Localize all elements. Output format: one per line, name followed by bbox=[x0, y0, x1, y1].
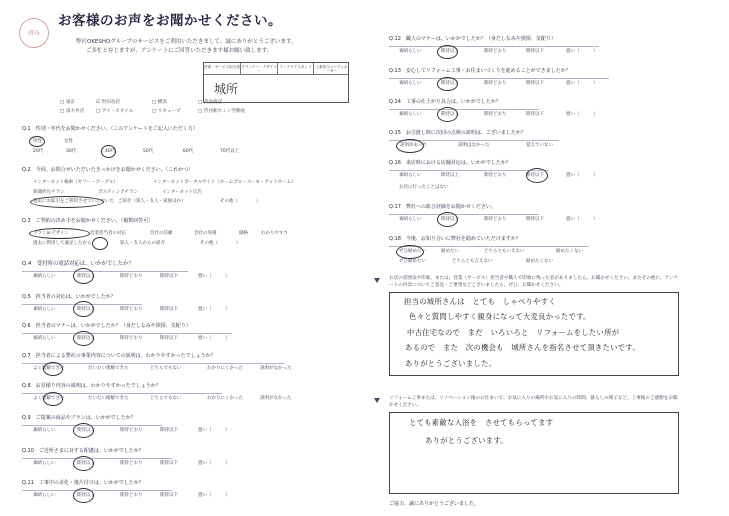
q2-option[interactable]: 過去にお取引をご利用させていただいた bbox=[33, 199, 114, 204]
q3-option[interactable]: 過去に利用して満足したから bbox=[33, 241, 92, 246]
q3-option[interactable]: プランorデザイン bbox=[33, 231, 69, 236]
q12-option[interactable]: 期待以下 bbox=[526, 49, 544, 54]
q7-option[interactable]: わかりにくかった bbox=[207, 366, 243, 371]
comment2-line: とても素敵な入浴を させてもらってます bbox=[409, 418, 554, 427]
staff-handwritten-name: 城所 bbox=[214, 82, 239, 96]
q14-option[interactable]: 期待以上 bbox=[441, 112, 459, 117]
answer-circle bbox=[73, 456, 94, 471]
q11-option[interactable]: 素晴らしい bbox=[33, 493, 56, 498]
q11-title: Q.11 工事中の美化・後片付けは、いかがでしたか？ bbox=[22, 480, 144, 486]
intro-line-2: ご多忙と存じますが、アンケートにご回答いただきます様お願い致します。 bbox=[86, 48, 273, 54]
q5-option[interactable]: 素晴らしい bbox=[33, 307, 56, 312]
shop-option[interactable]: □ 東京 bbox=[60, 100, 76, 105]
q6-option[interactable]: 悪い（ ） bbox=[198, 336, 230, 341]
q15-option[interactable]: 説明があった bbox=[400, 143, 427, 148]
answer-circle bbox=[73, 331, 94, 346]
staff-header-interior: インテリアスタッフ bbox=[278, 63, 314, 75]
divider bbox=[22, 458, 172, 459]
q13-option[interactable]: 素晴らしい bbox=[399, 81, 422, 86]
q11-option[interactable]: 期待どおり bbox=[120, 493, 143, 498]
q8-option[interactable]: だいたい理解できた bbox=[88, 396, 129, 401]
page-title: お客様のお声をお聞かせください。 bbox=[58, 13, 282, 29]
answer-circle bbox=[73, 488, 94, 503]
shop-option[interactable]: □ 横浜 bbox=[152, 100, 168, 105]
answer-circle bbox=[73, 423, 94, 438]
q3-option[interactable]: 会社の信頼 bbox=[150, 231, 173, 236]
divider bbox=[389, 109, 539, 110]
staff-header-sales: 営業・サービス担当者 bbox=[204, 63, 241, 75]
answer-circle bbox=[29, 136, 45, 147]
q2-option[interactable]: インターネット検索（ヤフー・グーグル） bbox=[33, 180, 118, 185]
q8-option[interactable]: 説明がなかった bbox=[260, 396, 292, 401]
comment1-line: ありがとうございました。 bbox=[405, 359, 497, 368]
q3-option[interactable]: 知人・友人からの紹介 bbox=[120, 241, 165, 246]
shop-option[interactable]: ☑ 世田谷店 bbox=[96, 100, 120, 105]
q9-option[interactable]: 期待以下 bbox=[160, 428, 178, 433]
q1-option[interactable]: 女性 bbox=[64, 139, 73, 144]
q3-option[interactable]: 価格 bbox=[239, 231, 248, 236]
q18-option[interactable]: 勧めたい bbox=[441, 249, 459, 254]
answer-circle bbox=[101, 145, 116, 158]
q15-title: Q.15 お引渡し時に次回の点検の説明は、ございましたか？ bbox=[389, 130, 526, 136]
answer-circle bbox=[437, 212, 458, 227]
shop-option[interactable]: □ 渋谷西店 bbox=[198, 100, 223, 105]
answer-circle bbox=[73, 301, 94, 317]
q18-option[interactable]: どちらともいえない bbox=[484, 249, 525, 254]
answer-circle bbox=[29, 228, 90, 239]
q7-option[interactable]: よく理解できた bbox=[33, 366, 65, 371]
q9-option[interactable]: 素晴らしい bbox=[33, 428, 56, 433]
q7-option[interactable]: だいたい理解できた bbox=[88, 366, 129, 371]
q8-option[interactable]: よく理解できた bbox=[33, 396, 65, 401]
divider bbox=[22, 490, 172, 491]
pointer-triangle bbox=[374, 278, 380, 283]
q8-title: Q.8 お見積り内容の説明は、わかりやすかったでしょうか？ bbox=[22, 383, 161, 389]
q12-option[interactable]: 素晴らしい bbox=[399, 49, 422, 54]
q1-option[interactable]: 30代 bbox=[66, 149, 77, 154]
comment2-line: ありがとうございます。 bbox=[425, 436, 508, 445]
q12-title: Q.12 職人のマナーは、いかがでしたか？（身だしなみや挨拶、気配り） bbox=[389, 36, 556, 42]
q1-option[interactable]: 60代 bbox=[183, 149, 194, 154]
q9-option[interactable]: 期待以上 bbox=[77, 428, 95, 433]
q11-option[interactable]: 期待以上 bbox=[77, 493, 95, 498]
q17-option[interactable]: 期待どおり bbox=[484, 217, 507, 222]
q4-option[interactable]: 期待以上 bbox=[77, 274, 95, 279]
q14-option[interactable]: 期待どおり bbox=[484, 112, 507, 117]
q1-option[interactable]: 男性 bbox=[33, 139, 42, 144]
comment1-line: 担当の城所さんは とても しゃべりやすく bbox=[404, 297, 556, 306]
divider bbox=[389, 78, 609, 79]
q7-option[interactable]: 説明がなかった bbox=[260, 366, 292, 371]
q1-option[interactable]: 20代 bbox=[33, 149, 44, 154]
answer-circle bbox=[73, 268, 94, 284]
q6-option[interactable]: 素晴らしい bbox=[33, 336, 56, 341]
q4-option[interactable]: 期待どおり bbox=[120, 274, 143, 279]
shop-option[interactable]: □ リキュープ bbox=[152, 109, 181, 114]
q6-option[interactable]: 期待どおり bbox=[120, 336, 143, 341]
comment1-line: あるので また 次の機会も 城所さんを指名させて頂きたいです。 bbox=[405, 343, 640, 352]
q3-option[interactable]: 営業担当者の対応 bbox=[90, 231, 126, 236]
answer-circle bbox=[437, 45, 458, 59]
q14-option[interactable]: 期待以下 bbox=[526, 112, 544, 117]
q13-option[interactable]: 期待以下 bbox=[526, 81, 544, 86]
q17-option[interactable]: 期待以上 bbox=[441, 217, 459, 222]
q18-option[interactable]: ぜひ勧めたい bbox=[399, 249, 426, 254]
answer-circle bbox=[30, 196, 104, 208]
divider bbox=[389, 214, 539, 215]
divider bbox=[22, 333, 232, 334]
answer-circle bbox=[396, 139, 424, 153]
q9-option[interactable]: 悪い（ ） bbox=[198, 428, 230, 433]
q4-option[interactable]: 期待以下 bbox=[160, 274, 178, 279]
q5-option[interactable]: 悪い（ ） bbox=[198, 307, 230, 312]
q16-option[interactable]: お店に行ったことはない bbox=[399, 185, 449, 190]
q16-option[interactable]: 期待どおり bbox=[484, 173, 507, 178]
q18-title: Q.18 今後、お知り合いに弊社を勧めていただけますか？ bbox=[389, 236, 521, 242]
q3-title: Q.3 ご契約の決め手をお聞かせください。（複数回答可） bbox=[22, 218, 154, 224]
q10-option[interactable]: 期待どおり bbox=[120, 461, 143, 466]
q17-title: Q.17 弊社への総合評価をお聞かせください。 bbox=[389, 204, 496, 210]
q11-option[interactable]: 期待以下 bbox=[160, 493, 178, 498]
answer-circle bbox=[437, 77, 458, 91]
comment1-line: 中古住宅なので まだ いろいろと リフォームをしたい所が bbox=[407, 328, 620, 337]
footer-thanks: ご協力、誠にありがとうございました。 bbox=[389, 501, 480, 507]
q18-option[interactable]: どちらとも言えない bbox=[452, 259, 493, 264]
q5-option[interactable]: 期待以上 bbox=[77, 307, 95, 312]
divider bbox=[389, 46, 599, 47]
q12-option[interactable]: 期待どおり bbox=[484, 49, 507, 54]
answer-circle bbox=[526, 168, 548, 183]
q5-option[interactable]: 期待以下 bbox=[160, 307, 178, 312]
q2-option[interactable]: インターネットポータルサイト（ホームプロ・スーモ・アットホーム） bbox=[153, 180, 296, 185]
divider bbox=[22, 271, 188, 272]
q17-option[interactable]: 期待以下 bbox=[526, 217, 544, 222]
answer-circle bbox=[43, 392, 63, 406]
q11-option[interactable]: 悪い（ ） bbox=[198, 493, 230, 498]
q3-option[interactable]: わかりやすさ bbox=[261, 231, 288, 236]
q5-option[interactable]: 期待どおり bbox=[120, 307, 143, 312]
q1-title: Q.1 性別・年代をお聞かせください。（このアンケートをご記入いただく方） bbox=[22, 126, 198, 132]
q10-option[interactable]: 悪い（ ） bbox=[198, 461, 230, 466]
comment1-header: お店の雰囲気や印象、または、営業（サービス）担当者や職人で印象に残った者がありましたら、お聞かせください。またその他に、アンケートの内容についてご意見・ご要望などございましたら、ぜひ、お聞かせください。 bbox=[389, 276, 679, 288]
q13-title: Q.13 安心してリフォーム工事・お住まいづくりを進めることができましたか？ bbox=[389, 68, 571, 74]
staff-table bbox=[203, 62, 349, 103]
shop-option[interactable]: □ アイ・スタイル bbox=[96, 109, 134, 114]
q1-option[interactable]: 50代 bbox=[143, 149, 154, 154]
q2-title: Q.2 今回、お問合せいただいたきっかけをお聞かせください。（これかつ） bbox=[22, 167, 194, 173]
q2-option[interactable]: インターネット広告 bbox=[162, 190, 203, 195]
shop-option[interactable]: □ 南大井店 bbox=[60, 109, 85, 114]
divider bbox=[389, 170, 549, 171]
q18-option[interactable]: 勧めたくない bbox=[556, 249, 583, 254]
q10-title: Q.10 ご近所さまに対する配慮は、いかがでしたか？ bbox=[22, 448, 144, 454]
staff-header-planner: プランナー・デザイナー bbox=[241, 65, 277, 74]
shop-option[interactable]: □ 渋谷駅ホミン学動産 bbox=[198, 109, 246, 114]
q12-option[interactable]: 悪い（ ） bbox=[566, 49, 598, 54]
q16-title: Q.16 来店時における店舗対応は、いかがでしたか？ bbox=[389, 160, 511, 166]
q7-title: Q.7 担当者による弊社の事業内容についての説明は、わかりやすかったでしょうか？ bbox=[22, 353, 216, 359]
q15-option[interactable]: 覚えていない bbox=[526, 143, 553, 148]
pointer-triangle bbox=[374, 398, 380, 403]
answer-circle bbox=[396, 245, 424, 259]
q14-title: Q.14 工事の仕上がり具合は、いかがでしたか？ bbox=[389, 99, 501, 105]
q12-option[interactable]: 期待以上 bbox=[441, 49, 459, 54]
q6-option[interactable]: 期待以上 bbox=[77, 336, 95, 341]
q13-option[interactable]: 期待以上 bbox=[441, 81, 459, 86]
q8-option[interactable]: どちらでもない bbox=[150, 396, 182, 401]
completed-stamp: 済み bbox=[19, 18, 49, 48]
q10-option[interactable]: 素晴らしい bbox=[33, 461, 56, 466]
q16-option[interactable]: 悪い（ ） bbox=[566, 173, 598, 178]
q4-title: Q.4 受付時の電話対応は、いかがでしたか？ bbox=[22, 261, 134, 267]
q2-option[interactable]: 新聞折込チラシ bbox=[33, 190, 65, 195]
q8-option[interactable]: わかりにくかった bbox=[207, 396, 243, 401]
q18-option[interactable]: ぜひ勧めたい bbox=[399, 259, 426, 264]
q1-option[interactable]: 70代以上 bbox=[220, 149, 240, 154]
q17-option[interactable]: 悪い（ ） bbox=[566, 217, 598, 222]
q4-option[interactable]: 悪い（ ） bbox=[198, 274, 230, 279]
q3-option[interactable]: 会社の実績 bbox=[194, 231, 217, 236]
q15-option[interactable]: 説明はなかった bbox=[458, 143, 490, 148]
answer-circle bbox=[43, 362, 63, 376]
q13-option[interactable]: 悪い（ ） bbox=[566, 81, 598, 86]
q3-option[interactable]: その他（ ） bbox=[200, 241, 241, 246]
q4-option[interactable]: 素晴らしい bbox=[33, 274, 56, 279]
q13-option[interactable]: 期待どおり bbox=[484, 81, 507, 86]
comment2-header: リフォーム工事または、リノベーション後のお住まいで、お気に入りの場所やお気に入りの時間、暮らしの様子など、工事後のご感想をお聞かせください。 bbox=[389, 396, 678, 408]
staff-header-construction: 工事担当コーディネーター bbox=[315, 65, 348, 74]
comment1-line: 色々と質問しやすく親身になって大変良かったです。 bbox=[409, 312, 591, 321]
q14-option[interactable]: 悪い（ ） bbox=[566, 112, 598, 117]
q14-option[interactable]: 素晴らしい bbox=[399, 112, 422, 117]
q6-option[interactable]: 期待以下 bbox=[160, 336, 178, 341]
q2-option[interactable]: ご紹介（知人・友人・家族ほか） bbox=[118, 199, 186, 204]
q9-option[interactable]: 期待どおり bbox=[120, 428, 143, 433]
q2-option[interactable]: その他（ ） bbox=[220, 199, 261, 204]
answer-circle bbox=[92, 237, 108, 250]
q2-option[interactable]: ポスティングチラシ bbox=[98, 190, 138, 195]
q6-title: Q.6 担当者のマナーは、いかがでしたか？（身だしなみや挨拶、気配り） bbox=[22, 323, 191, 329]
q16-option[interactable]: 期待以下 bbox=[526, 173, 544, 178]
q17-option[interactable]: 素晴らしい bbox=[399, 217, 422, 222]
answer-circle bbox=[437, 107, 458, 122]
q1-option[interactable]: 40代 bbox=[105, 149, 116, 154]
divider bbox=[22, 363, 284, 364]
q16-option[interactable]: 期待以上 bbox=[441, 173, 459, 178]
q18-option[interactable]: 勧めたくない bbox=[526, 259, 553, 264]
q10-option[interactable]: 期待以下 bbox=[160, 461, 178, 466]
q10-option[interactable]: 期待以上 bbox=[77, 461, 95, 466]
intro-line-1: 弊社OKESHOグループのサービスをご利用いただきまして、誠にありがとうございます。 bbox=[76, 39, 297, 45]
q9-title: Q.9 ご提案の商品やプランは、いかがでしたか？ bbox=[22, 415, 136, 421]
q5-title: Q.5 担当者の対応は、いかがでしたか？ bbox=[22, 294, 116, 300]
q16-option[interactable]: 素晴らしい bbox=[399, 173, 422, 178]
q7-option[interactable]: どちらでもない bbox=[150, 366, 182, 371]
